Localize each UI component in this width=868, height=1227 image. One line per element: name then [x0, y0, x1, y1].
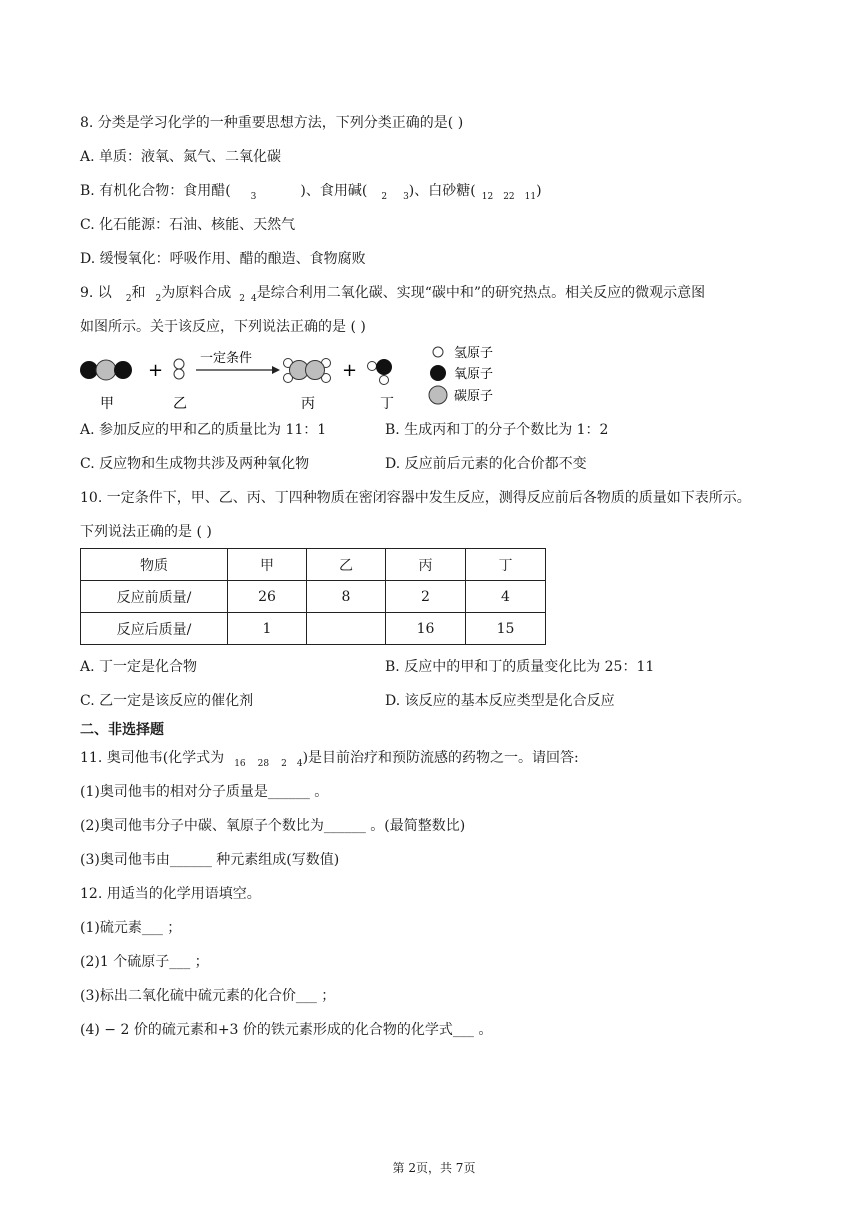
legend-oxygen-icon: [430, 365, 446, 381]
molecule-yi: [174, 359, 184, 379]
q8-option-b: [80, 181, 542, 203]
label-yi: 乙: [173, 396, 187, 412]
q8-b-end: ): [536, 183, 542, 199]
table-row: [81, 581, 546, 613]
table-cell: 反应前质量/: [81, 581, 228, 613]
q8-b-sub: 2: [381, 192, 388, 202]
reaction-condition: 一定条件: [200, 351, 253, 366]
q8-option-a: A. 单质：液氧、氮气、二氧化碳: [80, 149, 282, 165]
legend-oxygen-label: 氧原子: [454, 367, 494, 382]
q9-text: 为原料合成: [161, 285, 232, 301]
q11-text: )是目前治疗和预防流感的药物之一。请回答:: [302, 750, 579, 766]
q10-stem-line1: 10. 一定条件下，甲、乙、丙、丁四种物质在密闭容器中发生反应，测得反应前后各物质的质量如下表所示。: [80, 490, 751, 506]
q9-option-b: B. 生成丙和丁的分子个数比为 1：2: [385, 422, 609, 438]
molecule-bing: [284, 359, 331, 383]
q9-text: 9. 以: [80, 285, 112, 301]
q12-part4: (4) − 2 价的硫元素和+3 价的铁元素形成的化合物的化学式___ 。: [80, 1022, 493, 1038]
table-cell: 15: [466, 613, 546, 645]
q8-b-prefix: B. 有机化合物：食用醋(: [80, 183, 231, 199]
legend-carbon-icon: [429, 386, 447, 404]
q8-stem: 8. 分类是学习化学的一种重要思想方法，下列分类正确的是( ): [80, 115, 464, 131]
oxygen-atom: [376, 359, 392, 375]
q11-text: 11. 奥司他韦(化学式为: [80, 750, 225, 766]
q12-part1: (1)硫元素___ ；: [80, 920, 182, 936]
table-cell: 26: [228, 581, 307, 613]
legend-hydrogen-label: 氢原子: [454, 346, 494, 361]
table-header-row: [81, 549, 546, 581]
legend-carbon-label: 碳原子: [454, 389, 494, 404]
hydrogen-atom: [368, 362, 377, 371]
q11-part3: (3)奥司他韦由______ 种元素组成(写数值): [80, 852, 340, 868]
hydrogen-atom: [174, 359, 184, 369]
q11-sub: 16: [234, 759, 246, 769]
q10-option-c: C. 乙一定是该反应的催化剂: [80, 693, 254, 709]
q9-option-c: C. 反应物和生成物共涉及两种氧化物: [80, 456, 310, 472]
table-cell: 1: [228, 613, 307, 645]
q9-option-d: D. 反应前后元素的化合价都不变: [385, 456, 587, 472]
q10-option-b: B. 反应中的甲和丁的质量变化比为 25：11: [385, 659, 655, 675]
q8-b-mid: )、白砂糖(: [408, 183, 476, 199]
table-cell: 16: [386, 613, 466, 645]
q9-option-a: A. 参加反应的甲和乙的质量比为 11：1: [80, 422, 327, 438]
table-header-cell: 丙: [386, 549, 466, 581]
table-header-cell: 丁: [466, 549, 546, 581]
q10-option-a: A. 丁一定是化合物: [80, 659, 198, 675]
table-cell: 8: [307, 581, 386, 613]
molecule-ding: [368, 359, 393, 385]
q8-b-sub: 3: [403, 192, 409, 202]
q8-b-sub: 3: [250, 192, 257, 202]
q8-b-sub: 22: [503, 192, 515, 202]
oxygen-atom: [114, 361, 132, 379]
q12-part3: (3)标出二氧化硫中硫元素的化合价___ ；: [80, 988, 336, 1004]
q8-option-d: D. 缓慢氧化：呼吸作用、醋的酿造、食物腐败: [80, 251, 366, 267]
plus-sign: +: [148, 360, 164, 381]
label-jia: 甲: [100, 396, 114, 412]
q8-b-sub: 12: [481, 192, 494, 202]
q12-part2: (2)1 个硫原子___ ；: [80, 954, 209, 970]
q11-stem: [80, 748, 579, 770]
molecule-jia: [80, 360, 132, 380]
hydrogen-atom: [174, 369, 184, 379]
hydrogen-atom: [380, 376, 389, 385]
mass-table: [80, 548, 546, 645]
reaction-micro-diagram: [76, 340, 536, 412]
legend-hydrogen-icon: [433, 347, 443, 357]
table-header-cell: 物质: [81, 549, 228, 581]
table-header-cell: 乙: [307, 549, 386, 581]
q8-b-mid: )、食用碱(: [300, 183, 368, 199]
carbon-atom: [96, 360, 116, 380]
q9-sub: 4: [251, 294, 257, 304]
carbon-atom: [306, 361, 325, 380]
table-cell: 2: [386, 581, 466, 613]
q12-stem: 12. 用适当的化学用语填空。: [80, 886, 261, 902]
q9-stem-line2: 如图所示。关于该反应，下列说法正确的是 ( ): [80, 319, 366, 335]
q8-b-sub: 11: [524, 192, 537, 202]
q11-part1: (1)奥司他韦的相对分子质量是______ 。: [80, 784, 329, 800]
arrow-head-icon: [272, 366, 280, 374]
page-footer: 第 2页，共 7页: [392, 1161, 476, 1175]
table-cell: 反应后质量/: [81, 613, 228, 645]
q9-text: 和: [131, 285, 146, 301]
table-row: [81, 613, 546, 645]
q11-sub: 2: [281, 759, 287, 769]
label-ding: 丁: [380, 396, 394, 412]
plus-sign: +: [342, 360, 358, 381]
q9-sub: 2: [239, 294, 246, 304]
q8-option-c: C. 化石能源：石油、核能、天然气: [80, 217, 296, 233]
q9-stem-line1: [80, 283, 705, 305]
q11-sub: 28: [257, 759, 270, 769]
q11-part2: (2)奥司他韦分子中碳、氧原子个数比为______ 。(最简整数比): [80, 818, 466, 834]
section-heading: 二、非选择题: [80, 722, 164, 738]
q9-sub: 2: [155, 294, 162, 304]
table-header-cell: 甲: [228, 549, 307, 581]
q9-sub: 2: [125, 294, 132, 304]
q9-text: 是综合利用二氧化碳、实现“碳中和”的研究热点。相关反应的微观示意图: [256, 285, 706, 301]
table-cell: [307, 613, 386, 645]
oxygen-atom: [80, 361, 98, 379]
table-cell: 4: [466, 581, 546, 613]
q10-option-d: D. 该反应的基本反应类型是化合反应: [385, 693, 615, 709]
q11-sub: 4: [296, 759, 303, 769]
q10-stem-line2: 下列说法正确的是 ( ): [80, 524, 212, 540]
label-bing: 丙: [301, 396, 315, 412]
